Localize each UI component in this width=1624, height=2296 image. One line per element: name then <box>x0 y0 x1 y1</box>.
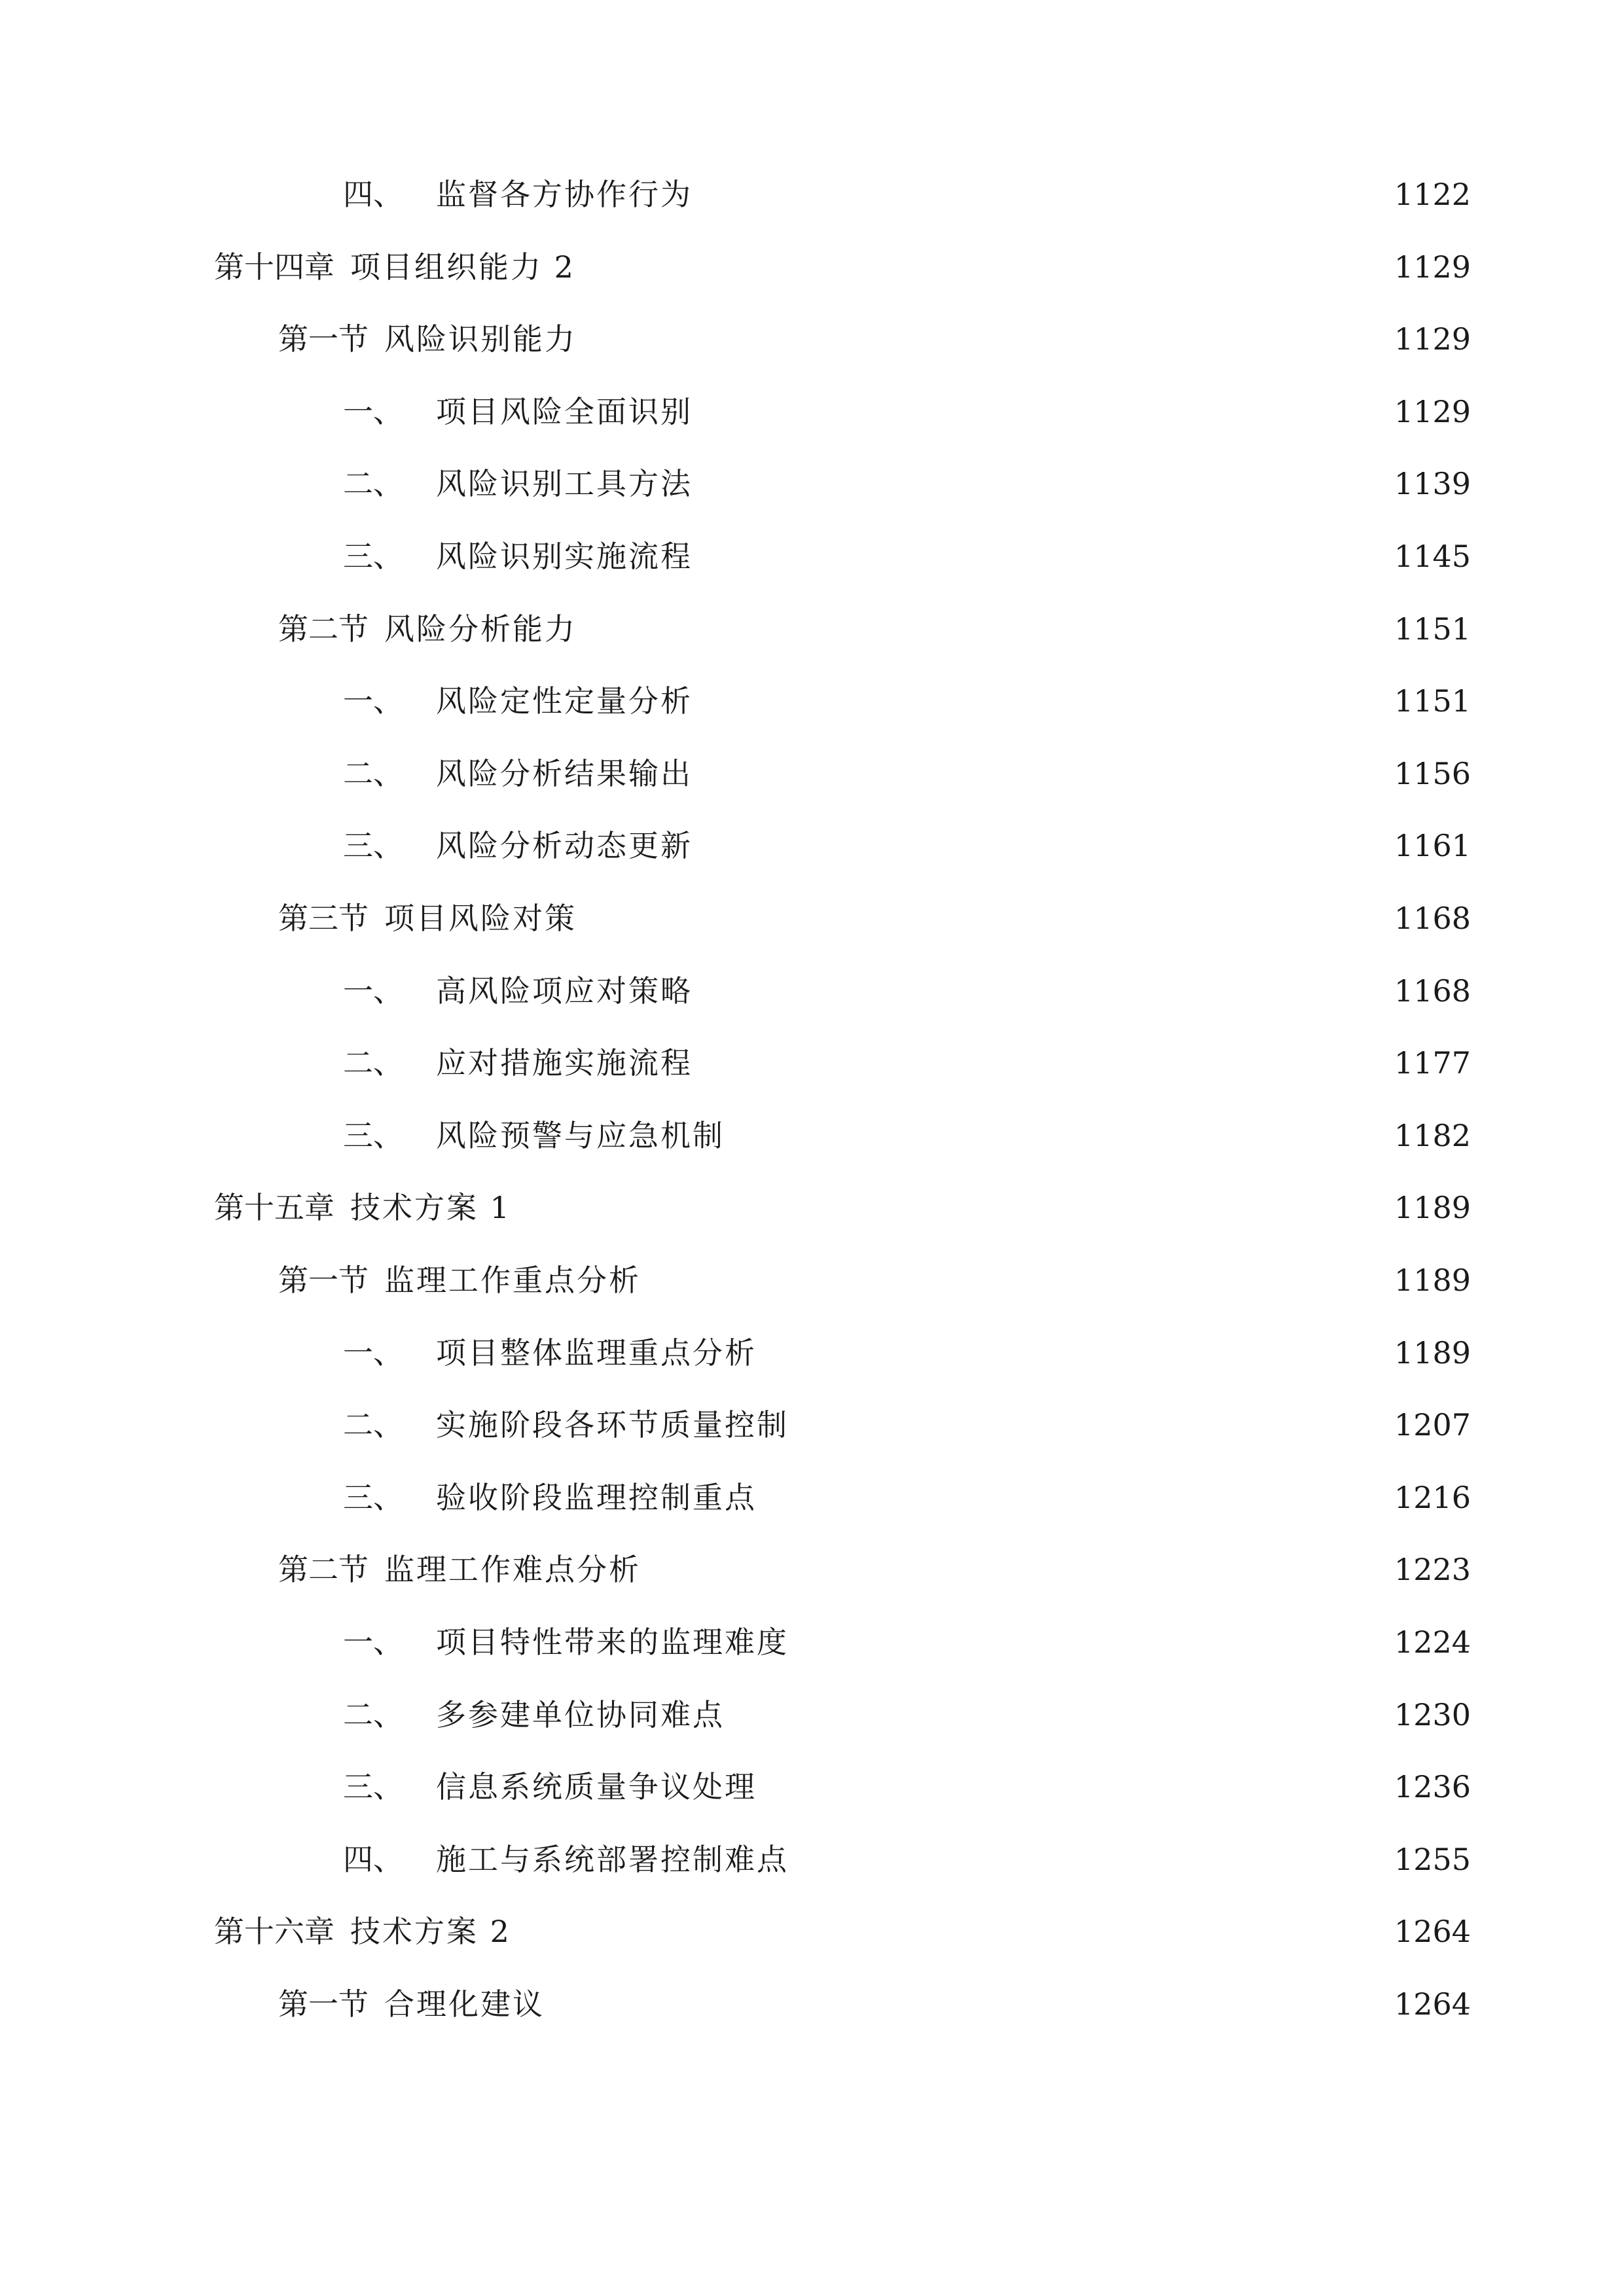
toc-entry[interactable] <box>278 603 1471 655</box>
toc-entry-number: 第十四章 <box>214 249 334 285</box>
toc-entry[interactable] <box>343 1037 1471 1089</box>
toc-entry-page-number: 1189 <box>1394 1263 1471 1298</box>
toc-entry-page-number: 1189 <box>1394 1335 1471 1371</box>
dot-leader <box>649 1254 1381 1306</box>
toc-entry[interactable] <box>214 1905 1471 1958</box>
toc-entry[interactable] <box>343 1109 1471 1162</box>
toc-entry-title: 信息系统质量争议处理 <box>436 1769 757 1804</box>
dot-leader <box>700 675 1381 727</box>
toc-entry-number: 三、 <box>343 828 403 863</box>
dot-leader <box>585 892 1381 944</box>
toc-entry-number: 第二节 <box>278 611 369 647</box>
toc-entry-page-number: 1129 <box>1394 394 1471 429</box>
toc-entry-title: 风险分析结果输出 <box>436 756 693 791</box>
toc-entry-number: 三、 <box>343 1118 403 1153</box>
toc-entry-title: 监理工作重点分析 <box>384 1263 641 1298</box>
toc-entry-page-number: 1207 <box>1394 1407 1471 1443</box>
dot-leader <box>797 1399 1381 1451</box>
dot-leader <box>797 1616 1381 1668</box>
toc-entry-page-number: 1151 <box>1394 683 1471 719</box>
toc-entry[interactable] <box>343 457 1471 510</box>
toc-entry-number: 第一节 <box>278 1263 369 1298</box>
toc-entry-number: 二、 <box>343 1407 403 1443</box>
toc-entry-title: 监督各方协作行为 <box>436 177 693 212</box>
toc-entry-page-number: 1168 <box>1394 973 1471 1009</box>
toc-entry-page-number: 1255 <box>1394 1842 1471 1877</box>
dot-leader <box>700 747 1381 800</box>
toc-entry[interactable] <box>343 1833 1471 1886</box>
toc-entry-number: 一、 <box>343 973 403 1009</box>
toc-entry-page-number: 1264 <box>1394 1914 1471 1949</box>
toc-entry[interactable] <box>343 530 1471 583</box>
toc-entry-page-number: 1129 <box>1394 321 1471 357</box>
toc-entry[interactable] <box>343 386 1471 438</box>
dot-leader <box>519 1905 1381 1958</box>
toc-entry-title: 应对措施实施流程 <box>436 1045 693 1081</box>
toc-entry-number: 第一节 <box>278 1986 369 2022</box>
toc-entry-page-number: 1264 <box>1394 1986 1471 2022</box>
toc-entry-number: 二、 <box>343 756 403 791</box>
toc-entry-title: 实施阶段各环节质量控制 <box>436 1407 789 1443</box>
toc-entry[interactable] <box>343 1616 1471 1668</box>
toc-entry[interactable] <box>214 241 1471 293</box>
toc-entry-page-number: 1151 <box>1394 611 1471 647</box>
toc-entry[interactable] <box>343 1471 1471 1524</box>
toc-entry-title: 风险预警与应急机制 <box>436 1118 725 1153</box>
toc-entry[interactable] <box>343 819 1471 872</box>
dot-leader <box>765 1761 1381 1813</box>
toc-entry-title: 风险分析能力 <box>384 611 577 647</box>
dot-leader <box>797 1833 1381 1886</box>
toc-entry-title: 高风险项应对策略 <box>436 973 693 1009</box>
toc-entry-number: 第十五章 <box>214 1190 334 1225</box>
toc-entry-number: 一、 <box>343 1335 403 1371</box>
toc-entry-number: 第二节 <box>278 1552 369 1587</box>
toc-entry-page-number: 1182 <box>1394 1118 1471 1153</box>
toc-entry-number: 一、 <box>343 1624 403 1660</box>
toc-entry[interactable] <box>343 747 1471 800</box>
toc-entry-title: 验收阶段监理控制重点 <box>436 1480 757 1515</box>
toc-entry-page-number: 1129 <box>1394 249 1471 285</box>
dot-leader <box>700 965 1381 1017</box>
toc-entry-title: 风险定性定量分析 <box>436 683 693 719</box>
toc-entry[interactable] <box>214 1181 1471 1234</box>
dot-leader <box>583 241 1381 293</box>
toc-entry[interactable] <box>278 1978 1471 2030</box>
dot-leader <box>732 1109 1381 1162</box>
toc-entry-title: 监理工作难点分析 <box>384 1552 641 1587</box>
dot-leader <box>700 386 1381 438</box>
toc-entry-page-number: 1161 <box>1394 828 1471 863</box>
toc-entry-page-number: 1139 <box>1394 466 1471 501</box>
toc-entry-title: 项目特性带来的监理难度 <box>436 1624 789 1660</box>
toc-entry[interactable] <box>278 313 1471 365</box>
toc-entry-number: 第三节 <box>278 901 369 936</box>
toc-entry-title: 风险识别能力 <box>384 321 577 357</box>
toc-entry-title: 风险识别工具方法 <box>436 466 693 501</box>
toc-entry-number: 三、 <box>343 1480 403 1515</box>
toc-entry-number: 二、 <box>343 1697 403 1732</box>
toc-entry-title: 合理化建议 <box>384 1986 545 2022</box>
toc-entry[interactable] <box>343 168 1471 221</box>
toc-entry-page-number: 1216 <box>1394 1480 1471 1515</box>
toc-entry[interactable] <box>278 1254 1471 1306</box>
toc-entry[interactable] <box>343 965 1471 1017</box>
toc-entry-number: 四、 <box>343 1842 403 1877</box>
toc-entry-number: 一、 <box>343 683 403 719</box>
dot-leader <box>585 603 1381 655</box>
dot-leader <box>700 530 1381 583</box>
toc-entry[interactable] <box>278 892 1471 944</box>
toc-entry-title: 项目风险全面识别 <box>436 394 693 429</box>
toc-entry-page-number: 1156 <box>1394 756 1471 791</box>
toc-entry-title: 项目整体监理重点分析 <box>436 1335 757 1371</box>
dot-leader <box>732 1689 1381 1741</box>
toc-entry-number: 三、 <box>343 1769 403 1804</box>
dot-leader <box>765 1471 1381 1524</box>
toc-entry[interactable] <box>343 1761 1471 1813</box>
toc-entry-number: 二、 <box>343 466 403 501</box>
toc-entry-number: 二、 <box>343 1045 403 1081</box>
dot-leader <box>700 1037 1381 1089</box>
toc-entry-number: 一、 <box>343 394 403 429</box>
dot-leader <box>700 819 1381 872</box>
toc-entry[interactable] <box>343 675 1471 727</box>
toc-entry-page-number: 1230 <box>1394 1697 1471 1732</box>
toc-entry-number: 三、 <box>343 539 403 574</box>
toc-entry-title: 风险分析动态更新 <box>436 828 693 863</box>
dot-leader <box>585 313 1381 365</box>
toc-entry-title: 技术方案 2 <box>350 1914 511 1949</box>
dot-leader <box>765 1327 1381 1379</box>
toc-entry[interactable] <box>343 1689 1471 1741</box>
dot-leader <box>700 457 1381 510</box>
dot-leader <box>700 168 1381 221</box>
toc-entry-page-number: 1145 <box>1394 539 1471 574</box>
toc-entry-page-number: 1177 <box>1394 1045 1471 1081</box>
toc-entry[interactable] <box>278 1543 1471 1596</box>
toc-entry-number: 第十六章 <box>214 1914 334 1949</box>
toc-entry-page-number: 1224 <box>1394 1624 1471 1660</box>
dot-leader <box>552 1978 1381 2030</box>
toc-entry-number: 第一节 <box>278 321 369 357</box>
toc-entry-page-number: 1223 <box>1394 1552 1471 1587</box>
toc-entry-title: 技术方案 1 <box>350 1190 511 1225</box>
dot-leader <box>649 1543 1381 1596</box>
toc-entry-title: 多参建单位协同难点 <box>436 1697 725 1732</box>
toc-entry[interactable] <box>343 1327 1471 1379</box>
toc-entry-title: 项目组织能力 2 <box>350 249 575 285</box>
dot-leader <box>519 1181 1381 1234</box>
toc-entry-title: 施工与系统部署控制难点 <box>436 1842 789 1877</box>
toc-entry[interactable] <box>343 1399 1471 1451</box>
toc-entry-title: 风险识别实施流程 <box>436 539 693 574</box>
toc-entry-number: 四、 <box>343 177 403 212</box>
toc-entry-title: 项目风险对策 <box>384 901 577 936</box>
toc-entry-page-number: 1168 <box>1394 901 1471 936</box>
toc-entry-page-number: 1236 <box>1394 1769 1471 1804</box>
toc-entry-page-number: 1189 <box>1394 1190 1471 1225</box>
toc-entry-page-number: 1122 <box>1394 177 1471 212</box>
